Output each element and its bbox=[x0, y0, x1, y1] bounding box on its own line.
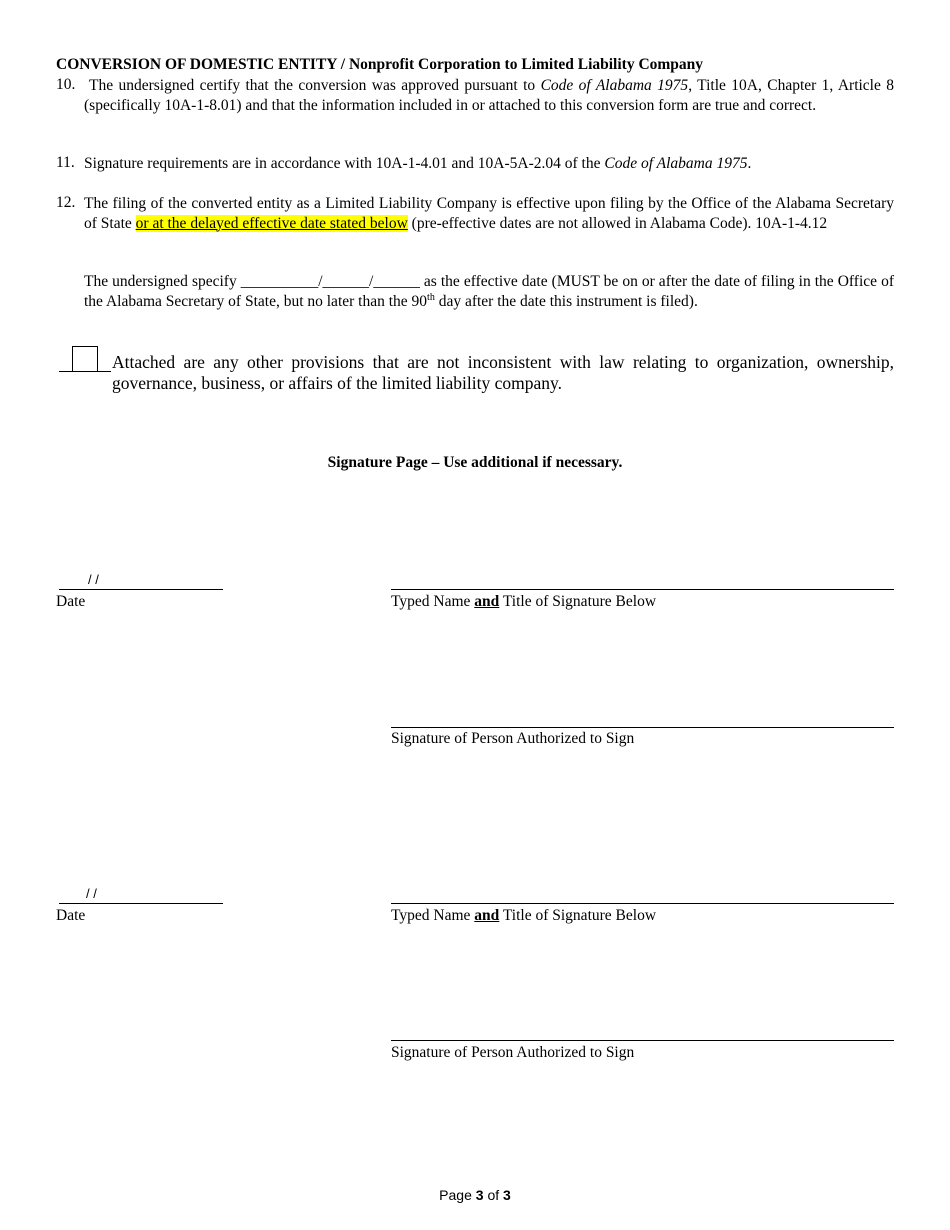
item-12-number: 12. bbox=[56, 194, 76, 211]
date-field-slashes: / / bbox=[86, 886, 97, 901]
signature-page-title: Signature Page – Use additional if necessary. bbox=[327, 454, 623, 471]
typed-name-field[interactable] bbox=[391, 903, 894, 904]
item-12-text: The filing of the converted entity as a Limited Liability Company is effective upon filing by the Office of the Alabama Secretary of State or at the delayed effective date stated below (pre-effective dates are not allowed in Alabama Code). 10A-1-4.12 bbox=[84, 195, 894, 232]
signature-label: Signature of Person Authorized to Sign bbox=[391, 730, 635, 747]
date-label: Date bbox=[56, 593, 86, 610]
item-11-number: 11. bbox=[56, 154, 75, 171]
form-section-title: CONVERSION OF DOMESTIC ENTITY / Nonprofit Corporation to Limited Liability Company bbox=[56, 56, 704, 73]
provisions-checkbox[interactable] bbox=[72, 346, 98, 372]
delayed-date-highlight: or at the delayed effective date stated below bbox=[135, 214, 408, 232]
code-reference: Code of Alabama 1975 bbox=[540, 77, 689, 94]
signature-label: Signature of Person Authorized to Sign bbox=[391, 1044, 635, 1061]
typed-name-label: Typed Name and Title of Signature Below bbox=[391, 593, 657, 610]
provisions-checkbox-label: Attached are any other provisions that are not inconsistent with law relating to organization, ownership, governance, business, or affairs of the limited liability company. bbox=[112, 352, 894, 393]
typed-name-field[interactable] bbox=[391, 589, 894, 590]
typed-name-label: Typed Name and Title of Signature Below bbox=[391, 907, 657, 924]
date-field[interactable] bbox=[59, 589, 223, 590]
item-10-number: 10. bbox=[56, 76, 76, 93]
signature-field[interactable] bbox=[391, 1040, 894, 1041]
code-reference: Code of Alabama 1975 bbox=[604, 155, 748, 172]
item-11-text: Signature requirements are in accordance with 10A-1-4.01 and 10A-5A-2.04 of the Code of Alabama 1975. bbox=[84, 155, 752, 172]
effective-date-statement: The undersigned specify __________/______/______ as the effective date (MUST be on or after the date of filing in the Office of the Alabama Secretary of State, but no later than the 90th day after the date this instrument is filed). bbox=[84, 273, 894, 310]
date-label: Date bbox=[56, 907, 86, 924]
date-field[interactable] bbox=[59, 903, 223, 904]
item-10-text: The undersigned certify that the conversion was approved pursuant to Code of Alabama 1975, Title 10A, Chapter 1, Article 8 (specifically 10A-1-8.01) and that the information included in or attached to this conversion form are true and correct. bbox=[84, 77, 895, 114]
signature-field[interactable] bbox=[391, 727, 894, 728]
date-field-slashes: / / bbox=[88, 572, 99, 587]
page-number: Page 3 of 3 bbox=[439, 1187, 511, 1203]
